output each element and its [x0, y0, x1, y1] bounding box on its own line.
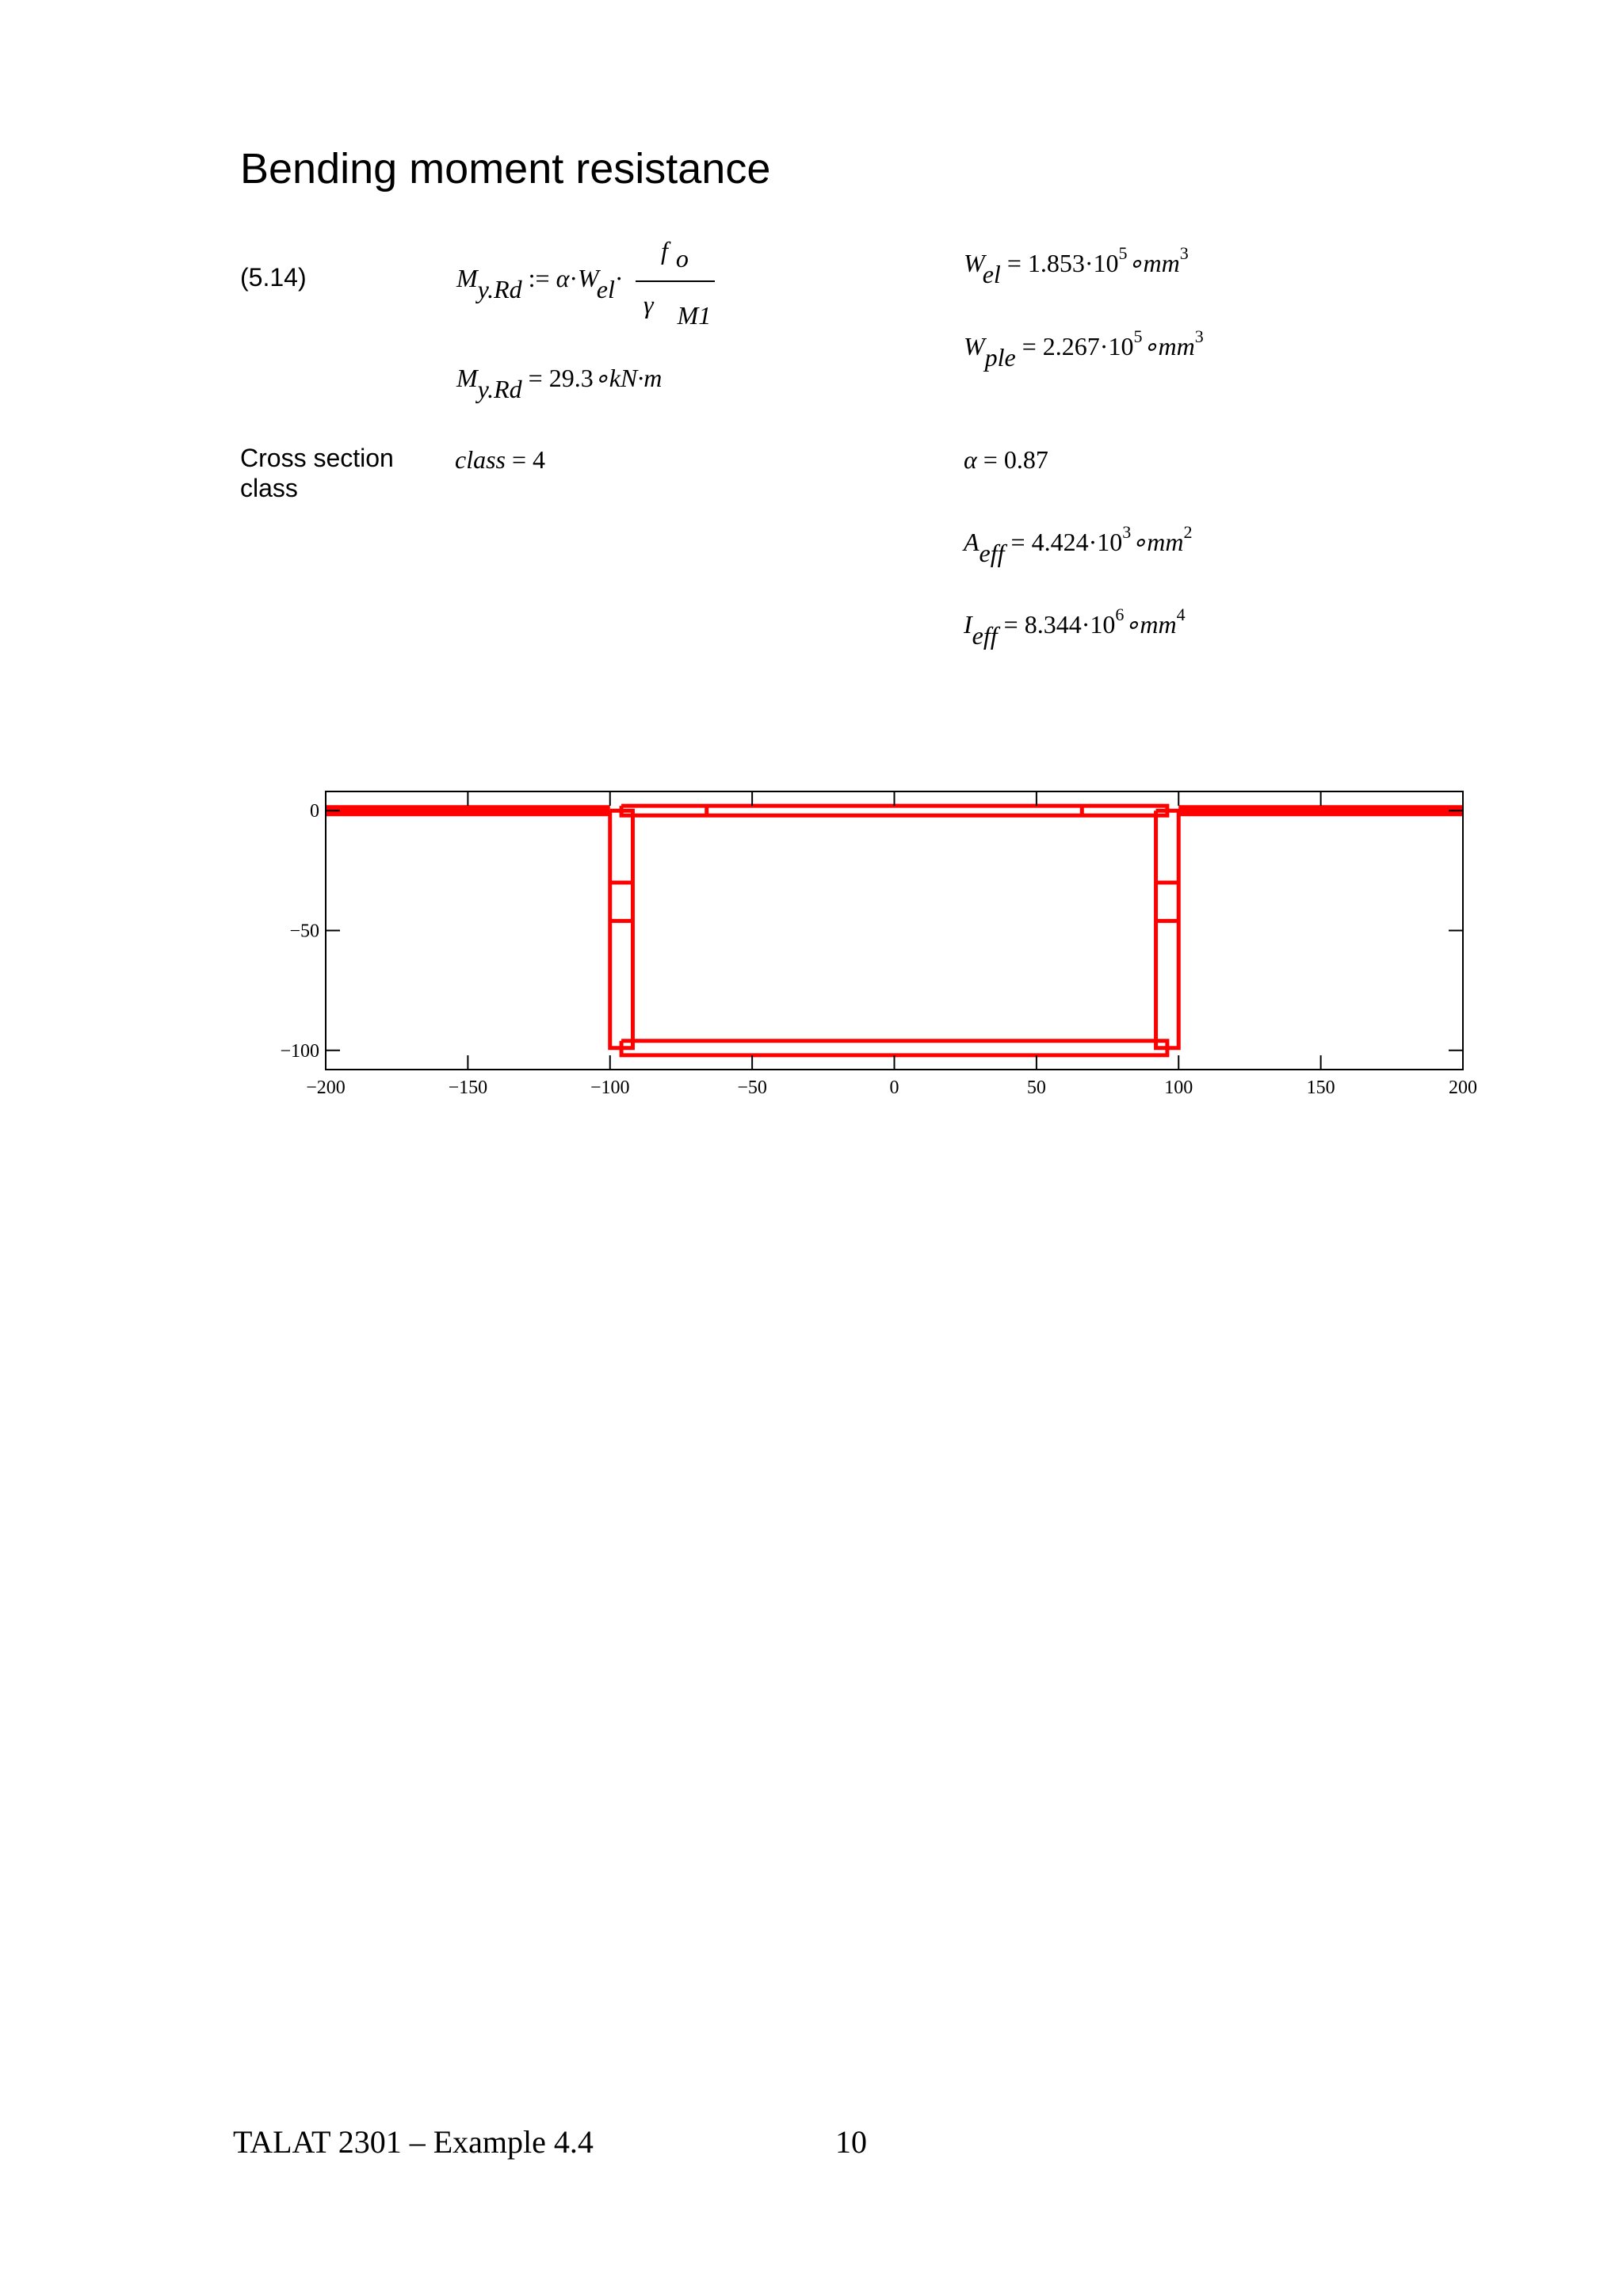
section-line-8 [1156, 810, 1179, 1048]
footer-page-number: 10 [835, 2124, 867, 2160]
formula-dot: · [569, 264, 579, 292]
formula-alpha: α [556, 264, 570, 292]
x-tick-label: 100 [1164, 1077, 1193, 1098]
footer-document-id: TALAT 2301 – Example 4.4 [233, 2124, 594, 2160]
cross-section-label-line1: Cross section [240, 444, 394, 472]
section-line-2 [621, 806, 1167, 815]
x-tick-label: −100 [590, 1077, 630, 1098]
formula-lhs-subscript: y.Rd [477, 275, 522, 303]
x-tick-label: 200 [1449, 1077, 1477, 1098]
aeff-unit-exponent: 2 [1183, 522, 1193, 542]
formula-w: W [578, 264, 597, 292]
wel-number: = 1.853·10 [1000, 249, 1119, 277]
wple-unit: ∘mm [1142, 332, 1195, 360]
wple-number: = 2.267·10 [1015, 332, 1134, 360]
formula-dot: · [614, 264, 624, 292]
wel-unit: ∘mm [1127, 249, 1180, 277]
aeff-exponent: 3 [1122, 522, 1132, 542]
y-tick-label: −50 [289, 921, 319, 942]
x-tick-label: 0 [889, 1077, 899, 1098]
cross-section-label-line2: class [240, 474, 298, 502]
result-subscript: y.Rd [477, 375, 522, 403]
aeff-number: = 4.424·10 [1004, 528, 1123, 556]
plot-shapes [326, 806, 1463, 1055]
denominator-subscript: M1 [677, 301, 712, 330]
y-tick-label: −100 [280, 1040, 319, 1062]
ieff-exponent: 6 [1115, 605, 1125, 624]
aeff-symbol: A [964, 528, 980, 556]
ieff-unit-exponent: 4 [1176, 605, 1186, 624]
formula-w-subscript: el [596, 275, 615, 303]
section-line-11 [621, 1041, 1167, 1055]
wple-exponent: 5 [1133, 326, 1143, 346]
section-line-5 [610, 810, 633, 1048]
wel-exponent: 5 [1118, 243, 1128, 263]
formula-lhs-symbol: M [456, 264, 478, 292]
class-value: = 4 [506, 445, 546, 474]
aeff-subscript: eff [979, 539, 1005, 567]
alpha-symbol: α [964, 445, 977, 474]
ieff-unit: ∘mm [1124, 610, 1177, 639]
x-tick-label: −150 [448, 1077, 488, 1098]
ieff-number: = 8.344·10 [997, 610, 1116, 639]
class-variable: class [455, 445, 506, 474]
aeff-unit: ∘mm [1131, 528, 1184, 556]
result-unit: ∘kN·m [593, 364, 663, 392]
numerator-subscript: o [675, 244, 689, 273]
x-tick-label: 50 [1026, 1077, 1046, 1098]
result-value: = 29.3 [521, 364, 594, 392]
wple-unit-exponent: 3 [1194, 326, 1204, 346]
result-symbol: M [456, 364, 478, 392]
ieff-subscript: eff [972, 621, 998, 650]
wel-unit-exponent: 3 [1179, 243, 1189, 263]
wple-symbol: W [964, 332, 985, 360]
x-tick-label: 150 [1306, 1077, 1335, 1098]
x-tick-label: −50 [737, 1077, 767, 1098]
numerator-symbol: f [661, 236, 668, 265]
ieff-symbol: I [964, 610, 972, 639]
formula-assign: := [521, 264, 556, 292]
wple-subscript: ple [984, 343, 1016, 372]
denominator-symbol: γ [643, 290, 654, 318]
x-tick-label: −200 [306, 1077, 346, 1098]
y-tick-label: 0 [310, 801, 319, 822]
page-title: Bending moment resistance [240, 145, 771, 193]
alpha-number: = 0.87 [976, 445, 1048, 474]
plot-ticks [280, 791, 1477, 1098]
wel-subscript: el [982, 260, 1001, 288]
wel-symbol: W [964, 249, 983, 277]
equation-reference: (5.14) [240, 263, 307, 292]
plot-frame [326, 791, 1463, 1070]
